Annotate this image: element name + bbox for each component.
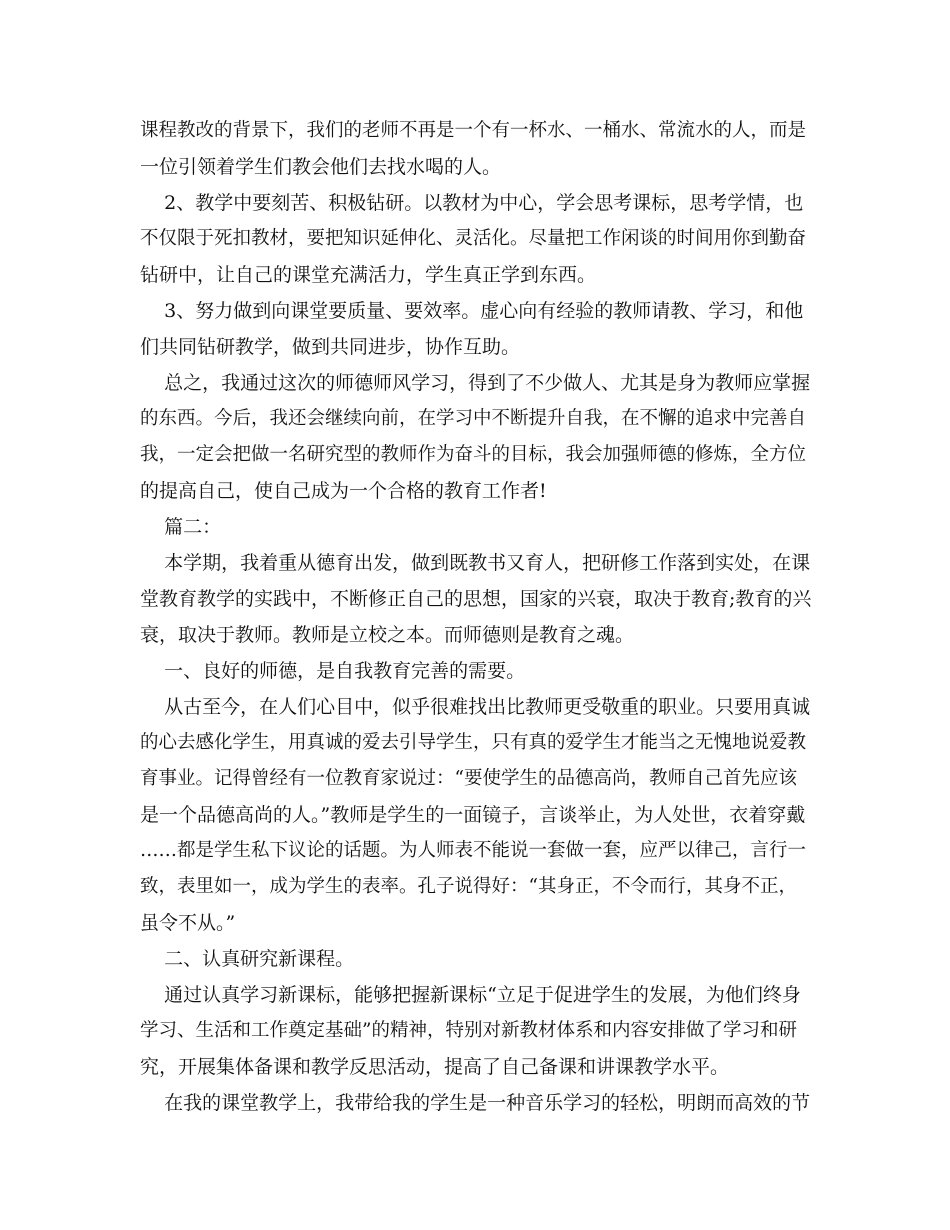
text-line: 3、努力做到向课堂要质量、要效率。虚心向有经验的教师请教、学习，和他 (140, 300, 804, 322)
text-line: 致，表里如一，成为学生的表率。孔子说得好：“其身正，不令而行，其身不正， (140, 876, 797, 897)
text-line: 从古至今，在人们心目中，似乎很难找出比教师更受敬重的职业。只要用真诚 (140, 696, 811, 718)
text-line: 在我的课堂教学上，我带给我的学生是一种音乐学习的轻松，明朗而高效的节 (140, 1092, 811, 1114)
text-line: 本学期，我着重从德育出发，做到既教书又育人，把研修工作落到实处，在课 (140, 552, 811, 574)
text-line: 篇二： (140, 516, 222, 538)
text-line: 一、良好的师德，是自我教育完善的需要。 (140, 660, 526, 682)
text-line: 究，开展集体备课和教学反思活动，提高了自己备课和讲课教学水平。 (140, 1056, 730, 1078)
text-line: 钻研中，让自己的课堂充满活力，学生真正学到东西。 (140, 264, 597, 286)
text-line: 育事业。记得曾经有一位教育家说过：“要使学生的品德高尚，教师自己首先应该 (140, 768, 797, 789)
text-line: 二、认真研究新课程。 (140, 948, 355, 970)
text-line: 2、教学中要刻苦、积极钻研。以教材为中心，学会思考课标，思考学情，也 (140, 192, 804, 214)
text-line: 不仅限于死扣教材，要把知识延伸化、灵活化。尽量把工作闲谈的时间用你到勤奋 (140, 228, 807, 249)
text-line: 学习、生活和工作奠定基础”的精神，特别对新教材体系和内容安排做了学习和研 (140, 1020, 797, 1041)
text-line: 们共同钻研教学，做到共同进步，协作互助。 (140, 336, 521, 358)
text-line: 的提高自己，使自己成为一个合格的教育工作者! (140, 480, 547, 502)
text-line: 的心去感化学生，用真诚的爱去引导学生，只有真的爱学生才能当之无愧地说爱教 (140, 732, 807, 753)
text-line: 课程教改的背景下，我们的老师不再是一个有一杯水、一桶水、常流水的人，而是 (140, 120, 807, 141)
text-line: 我，一定会把做一名研究型的教师作为奋斗的目标，我会加强师德的修炼，全方位 (140, 444, 807, 465)
text-line: 一位引领着学生们教会他们去找水喝的人。 (140, 156, 502, 178)
text-line: 的东西。今后，我还会继续向前，在学习中不断提升自我，在不懈的追求中完善自 (140, 408, 807, 429)
document-body (140, 113, 812, 1121)
text-line: 堂教育教学的实践中，不断修正自己的思想，国家的兴衰，取决于教育;教育的兴 (140, 588, 812, 610)
text-line: 总之，我通过这次的师德师风学习，得到了不少做人、尤其是身为教师应掌握 (140, 372, 811, 394)
text-line: 虽令不从。” (140, 912, 236, 934)
text-line: 通过认真学习新课标，能够把握新课标“立足于促进学生的发展，为他们终身 (140, 984, 801, 1006)
text-line: ……都是学生私下议论的话题。为人师表不能说一套做一套，应严以律己，言行一 (140, 840, 807, 861)
text-line: 是一个品德高尚的人。”教师是学生的一面镜子，言谈举止，为人处世，衣着穿戴 (140, 804, 806, 826)
text-line: 衰，取决于教师。教师是立校之本。而师德则是教育之魂。 (140, 624, 635, 646)
